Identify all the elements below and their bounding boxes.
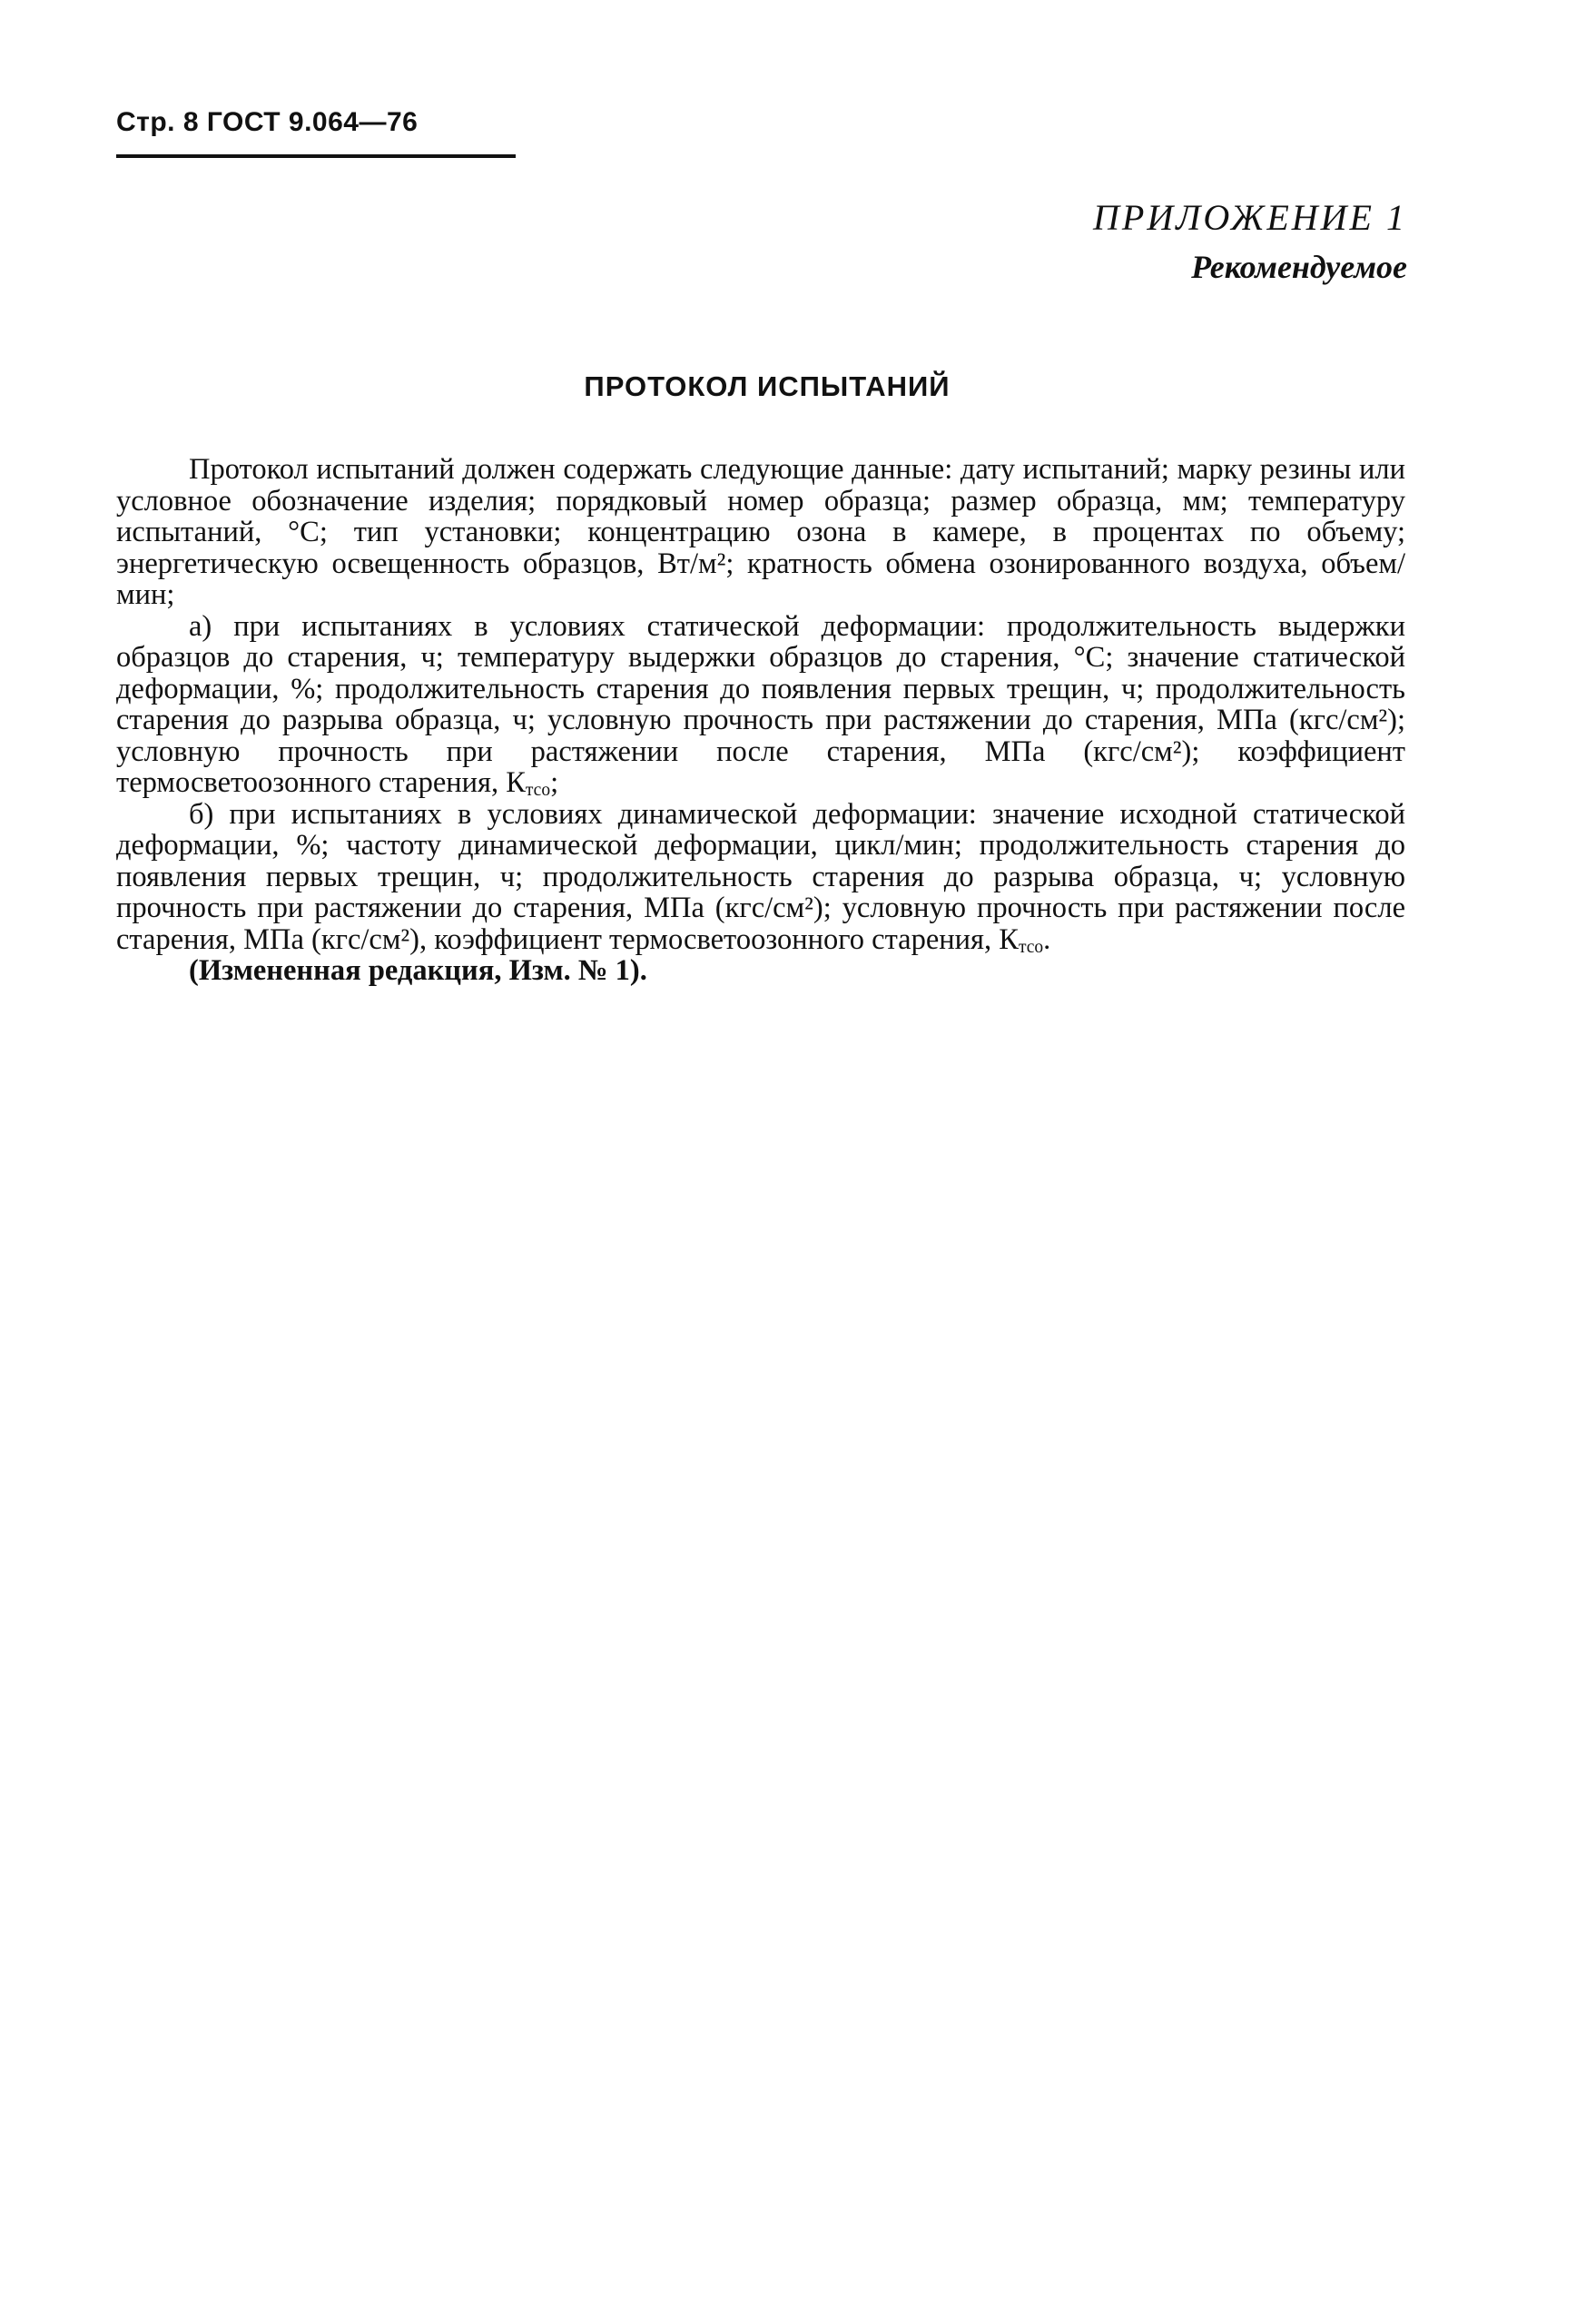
appendix-title: ПРИЛОЖЕНИЕ 1: [1093, 197, 1407, 238]
item-b-paragraph: [116, 799, 1405, 956]
document-body: [116, 454, 1405, 987]
amendment-note: (Измененная редакция, Изм. № 1).: [189, 954, 647, 987]
appendix-block: [1093, 192, 1407, 291]
appendix-subtitle: Рекомендуемое: [1191, 249, 1407, 285]
item-a-end: ;: [550, 766, 559, 799]
item-a-subscript: тсо: [525, 781, 551, 800]
item-a-text: а) при испытаниях в условиях статической деформации: продолжительность выдержки образцов до старения, ч; температуру выдержки образцов до старения, °С; значение статической деформации, %; продолжительность старения до появления первых трещин, ч; продолжительность старения до разрыва образца, ч; условную прочность при растяжении до старения, МПа (кгс/см²); условную прочность при растяжении после старения, МПа (кгс/см²); коэффициент термосветоозонного старения, К: [116, 609, 1405, 799]
section-title: ПРОТОКОЛ ИСПЫТАНИЙ: [584, 370, 951, 402]
item-b-text: б) при испытаниях в условиях динамической деформации: значение исходной статической деформации, %; частоту динамической деформации, цикл/мин; продолжительность старения до появления первых трещин, ч; продолжительность старения до разрыва образца, ч; условную прочность при растяжении до старения, МПа (кгс/см²); условную прочность при растяжении после старения, МПа (кгс/см²), коэффициент термосветоозонного старения, К: [116, 797, 1405, 956]
item-b-subscript: тсо: [1018, 937, 1044, 957]
intro-paragraph: Протокол испытаний должен содержать следующие данные: дату испытаний; марку резины или условное обозначение изделия; порядковый номер образца; размер образца, мм; температуру испытаний, °С; тип установки; концентрацию озона в камере, в процентах по объему; энергетическую освещенность образцов, Вт/м²; кратность обмена озонированного воздуха, объем/мин;: [116, 453, 1405, 611]
item-b-end: .: [1043, 922, 1051, 956]
page-header: Стр. 8 ГОСТ 9.064—76: [116, 107, 516, 158]
item-a-paragraph: [116, 611, 1405, 799]
